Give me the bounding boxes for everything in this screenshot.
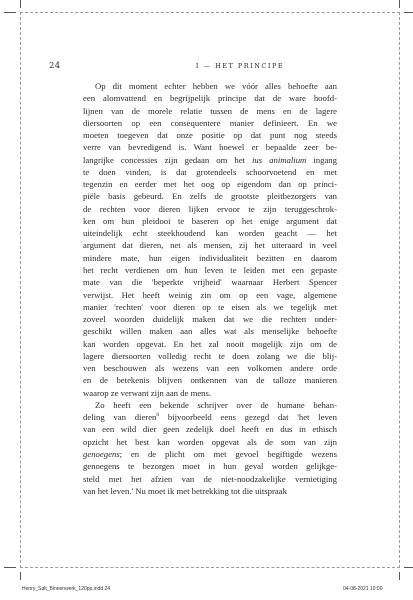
crop-mark-right-top [404, 12, 413, 13]
text-line: het recht verdienen om hun leven te leiden met een gepaste [83, 264, 337, 275]
crop-mark-bottom-right [399, 572, 400, 580]
text-line: genoegens te bezorgen moet in hun geval worden gelijkge- [83, 461, 337, 472]
text-line: moeten toegeven dat onze positie op dat punt nog steeds [83, 130, 337, 141]
crop-mark-top-right [399, 0, 400, 8]
text-line: geschikt willen maken aan alles wat als menselijke behoefte [83, 326, 337, 337]
slug-file: Henry_Salt_Binnenwerk_120pp.indd 24 [22, 586, 111, 592]
text-line: Op dit moment echter hebben we vóór alles behoefte aan [95, 81, 337, 91]
page-number: 24 [49, 61, 61, 71]
text-line: opzicht het best kan worden opgevat als de som van zijn [83, 436, 337, 447]
text-line: waarop ze verwant zijn aan de mens. [83, 387, 212, 398]
text-line: ven beschouwen als wezens van een volkomen andere orde [83, 363, 337, 374]
text-line: tegenzin en eerder met het oog op eigendom dan op princi- [83, 179, 337, 190]
text-line: ken om hun pleidooi te baseren op het enige argument dat [83, 215, 337, 226]
text-line: een alomvattend en begrijpelijk principe dat de ware hoofd- [83, 93, 337, 104]
crop-mark-right-bottom [404, 567, 413, 568]
text-line: lijnen van de morele relatie tussen de mens en de lagere [83, 105, 337, 116]
crop-mark-bottom-left [20, 572, 21, 580]
crop-mark-left-top [4, 12, 16, 13]
text-line: argument dat dieren, net als mensen, zij het uiteraard in veel [83, 240, 337, 251]
text-line: Zo heeft een bekende schrijver over de humane behan- [95, 399, 337, 410]
text-line: genoegens; en de plicht om met gevoel begiftigde wezens [83, 448, 337, 459]
text-line: verwijst. Het heeft weinig zin om op een vage, algemene [83, 289, 337, 300]
text-line: kan worden opgevat. En het zal nooit mogelijk zijn om de [83, 338, 337, 349]
text-line: van een wild dier geen zedelijk doel heeft en dus in ethisch [83, 424, 337, 435]
text-line: van het leven.' Nu moet ik met betrekking tot die uitspraak [83, 485, 287, 496]
text-line: steld met het afzien van de niet-noodzakelijke vernietiging [83, 473, 337, 484]
text-line: deling van dieren$^6$ bijvoorbeeld eens gezegd dat 'het leven [83, 412, 337, 423]
crop-mark-top-left [20, 0, 21, 8]
crop-mark-left-bottom [4, 567, 16, 568]
text-line: manier 'rechten' voor dieren op te eisen als we tegelijk met [83, 301, 337, 312]
text-line: mate van die 'beperkte vrijheid' waarnaar Herbert Spencer [83, 277, 337, 288]
text-line: langrijke concessies zijn gedaan om het ius animalium ingang [83, 154, 337, 165]
slug-date: 04-08-2021 10:00 [343, 586, 383, 592]
text-line: diersoorten op een consequentere manier definieert. En we [83, 117, 337, 128]
running-head: I — HET PRINCIPE [195, 62, 285, 70]
text-line: verre van bevredigend is. Want hoewel er bepaalde zeer be- [83, 142, 337, 153]
text-line: uiteindelijk echt steekhoudend kan worden geacht — het [83, 228, 337, 239]
text-line: lagere diersoorten volledig recht te doen zolang we die blij- [83, 350, 337, 361]
text-line: mindere mate, hun eigen individualiteit bezitten en daarom [83, 252, 337, 263]
text-line: piële basis gebeurd. En zelfs de grootste pleitbezorgers van [83, 191, 337, 202]
body-text [83, 80, 337, 497]
text-line: de rechten voor dieren lijken ervoor te zijn teruggeschrok- [83, 203, 337, 214]
text-line: te doen vinden, is dat grotendeels schoorvoetend en met [83, 166, 337, 177]
text-line: en de betekenis blijven ontkennen van de talloze manieren [83, 375, 337, 386]
text-line: zoveel woorden duidelijk maken dat we die rechten onder- [83, 314, 337, 325]
